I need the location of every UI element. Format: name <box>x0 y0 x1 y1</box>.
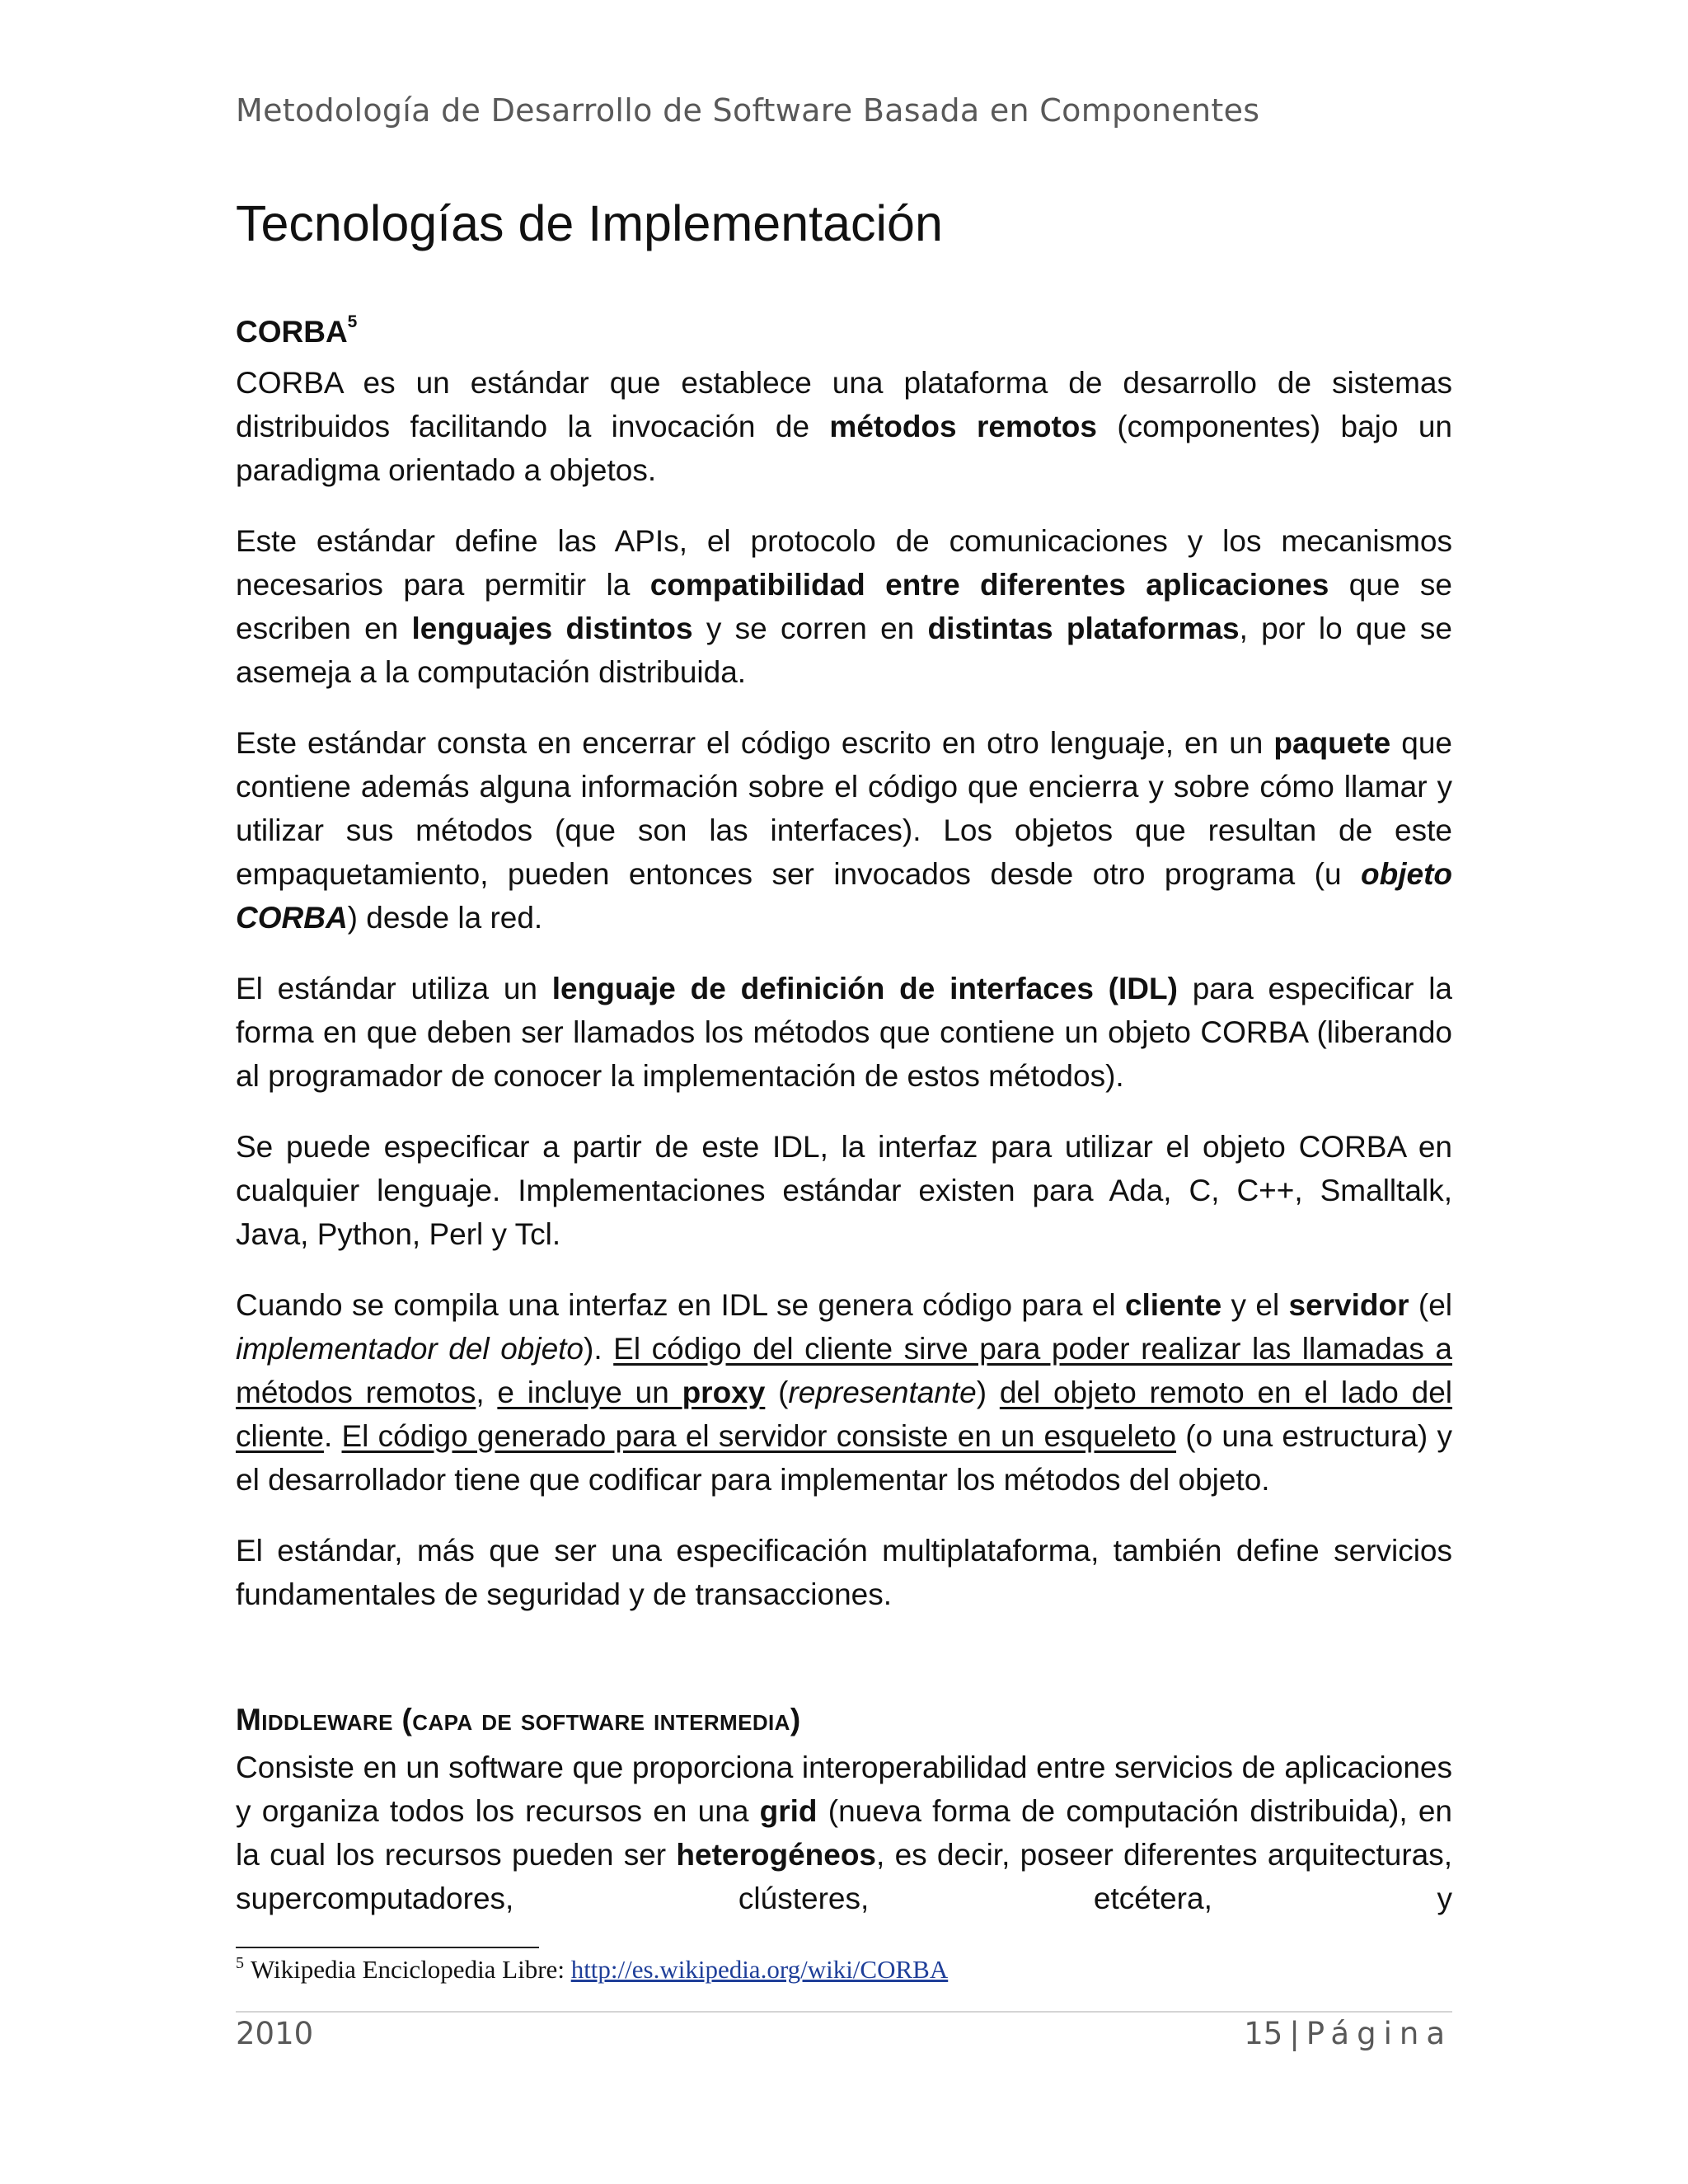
corba-heading <box>236 312 358 349</box>
footnote-text: Wikipedia Enciclopedia Libre: <box>251 1955 571 1984</box>
text-run: . <box>323 1419 342 1453</box>
bold-run: cliente <box>1124 1288 1222 1322</box>
text-run: para especificar la forma en que deben ser llamados los métodos que contiene un objeto CORBA (liberando al programador de conocer la implementación de estos métodos). <box>236 972 1452 1093</box>
bold-underlined-run: proxy <box>682 1376 766 1409</box>
text-run: que contiene además alguna información sobre el código que encierra y sobre cómo llamar y utilizar sus métodos (que son las interfaces). Los objetos que resultan de este empaquetamiento, pueden entonces ser invocados desde otro programa (u <box>236 726 1452 891</box>
bold-run: compatibilidad entre diferentes aplicaciones <box>649 568 1329 602</box>
bold-run: paquete <box>1273 726 1391 760</box>
bold-italic-run: objeto CORBA <box>236 857 1452 935</box>
bold-run: lenguajes distintos <box>411 612 693 645</box>
corba-paragraph-5: Se puede especificar a partir de este IDL, la interfaz para utilizar el objeto CORBA en cualquier lenguaje. Implementaciones estándar existen para Ada, C, C++, Smalltalk, Java, Python, Perl y Tcl. <box>236 1130 1452 1251</box>
footer-page-indicator <box>1244 2016 1452 2051</box>
middleware-heading: Middleware (capa de software intermedia) <box>236 1703 801 1736</box>
text-run: y se corren en <box>692 612 928 645</box>
footer-year: 2010 <box>236 2016 314 2051</box>
middleware-section-body <box>236 1746 1452 1920</box>
text-run: Este estándar define las APIs, el protocolo de comunicaciones y los mecanismos necesarios para permitir la <box>236 524 1452 602</box>
footer-divider <box>236 2011 1452 2013</box>
bold-run: heterogéneos <box>676 1838 877 1872</box>
text-run: CORBA es un estándar que establece una plataforma de desarrollo de sistemas distribuidos facilitando la invocación de <box>236 366 1452 443</box>
text-run: (el <box>1409 1288 1452 1322</box>
italic-run: representante <box>788 1376 977 1409</box>
text-run: ) desde la red. <box>347 901 543 935</box>
underlined-run: del objeto remoto en el lado del cliente <box>236 1376 1453 1453</box>
text-run: , es decir, poseer diferentes arquitecturas, supercomputadores, clústeres, etcétera, y <box>236 1838 1452 1915</box>
corba-paragraph-4 <box>236 967 1452 1098</box>
corba-paragraph-1 <box>236 361 1452 492</box>
footnote-number: 5 <box>236 1954 244 1972</box>
corba-paragraph-3 <box>236 721 1452 940</box>
text-run: , <box>476 1376 498 1409</box>
section-title: Tecnologías de Implementación <box>236 195 943 251</box>
corba-paragraph-7: El estándar, más que ser una especificación multiplataforma, también define servicios fundamentales de seguridad y de transacciones. <box>236 1534 1452 1611</box>
italic-run: implementador del objeto <box>236 1332 584 1366</box>
text-run: ) <box>976 1376 1000 1409</box>
corba-section-body <box>236 361 1452 1643</box>
footnote-reference[interactable]: 5 <box>347 312 358 331</box>
corba-paragraph-2 <box>236 519 1452 694</box>
text-run: El estándar utiliza un <box>236 972 552 1005</box>
bold-run: servidor <box>1288 1288 1409 1322</box>
text-run: ( <box>765 1376 789 1409</box>
text-run: Cuando se compila una interfaz en IDL se genera código para el <box>236 1288 1125 1322</box>
text-run: (o una estructura) y el desarrollador tiene que codificar para implementar los métodos del objeto. <box>236 1419 1453 1497</box>
middleware-paragraph-1 <box>236 1746 1452 1920</box>
underlined-run: El código del cliente sirve para poder realizar las llamadas a métodos remotos <box>236 1332 1452 1409</box>
corba-heading-text: CORBA <box>236 315 348 349</box>
underlined-run: e incluye un <box>497 1376 682 1409</box>
text-run: y el <box>1221 1288 1289 1322</box>
text-run: ). <box>584 1332 614 1366</box>
text-run: , por lo que se asemeja a la computación distribuida. <box>236 612 1452 689</box>
bold-run: grid <box>759 1794 818 1828</box>
page-number: 15 <box>1244 2016 1283 2051</box>
footnote-link[interactable]: http://es.wikipedia.org/wiki/CORBA <box>570 1955 949 1984</box>
text-run: que se escriben en <box>236 568 1452 645</box>
page-label: Página <box>1306 2016 1452 2051</box>
bold-run: métodos remotos <box>829 410 1097 443</box>
text-run: Consiste en un software que proporciona interoperabilidad entre servicios de aplicaciones y organiza todos los recursos en una <box>236 1750 1452 1828</box>
text-run: (componentes) bajo un paradigma orientado a objetos. <box>236 410 1452 487</box>
footnote <box>236 1955 948 1985</box>
underlined-run: El código generado para el servidor consiste en un esqueleto <box>341 1419 1177 1453</box>
bold-run: lenguaje de definición de interfaces (IDL) <box>551 972 1178 1005</box>
corba-paragraph-6 <box>236 1283 1452 1502</box>
running-header: Metodología de Desarrollo de Software Basada en Componentes <box>236 92 1260 129</box>
footnote-divider <box>236 1947 539 1948</box>
bold-run: distintas plataformas <box>927 612 1240 645</box>
text-run: Este estándar consta en encerrar el código escrito en otro lenguaje, en un <box>236 726 1274 760</box>
text-run: (nueva forma de computación distribuida), en la cual los recursos pueden ser <box>236 1794 1452 1872</box>
footer-separator: | <box>1289 2016 1300 2051</box>
